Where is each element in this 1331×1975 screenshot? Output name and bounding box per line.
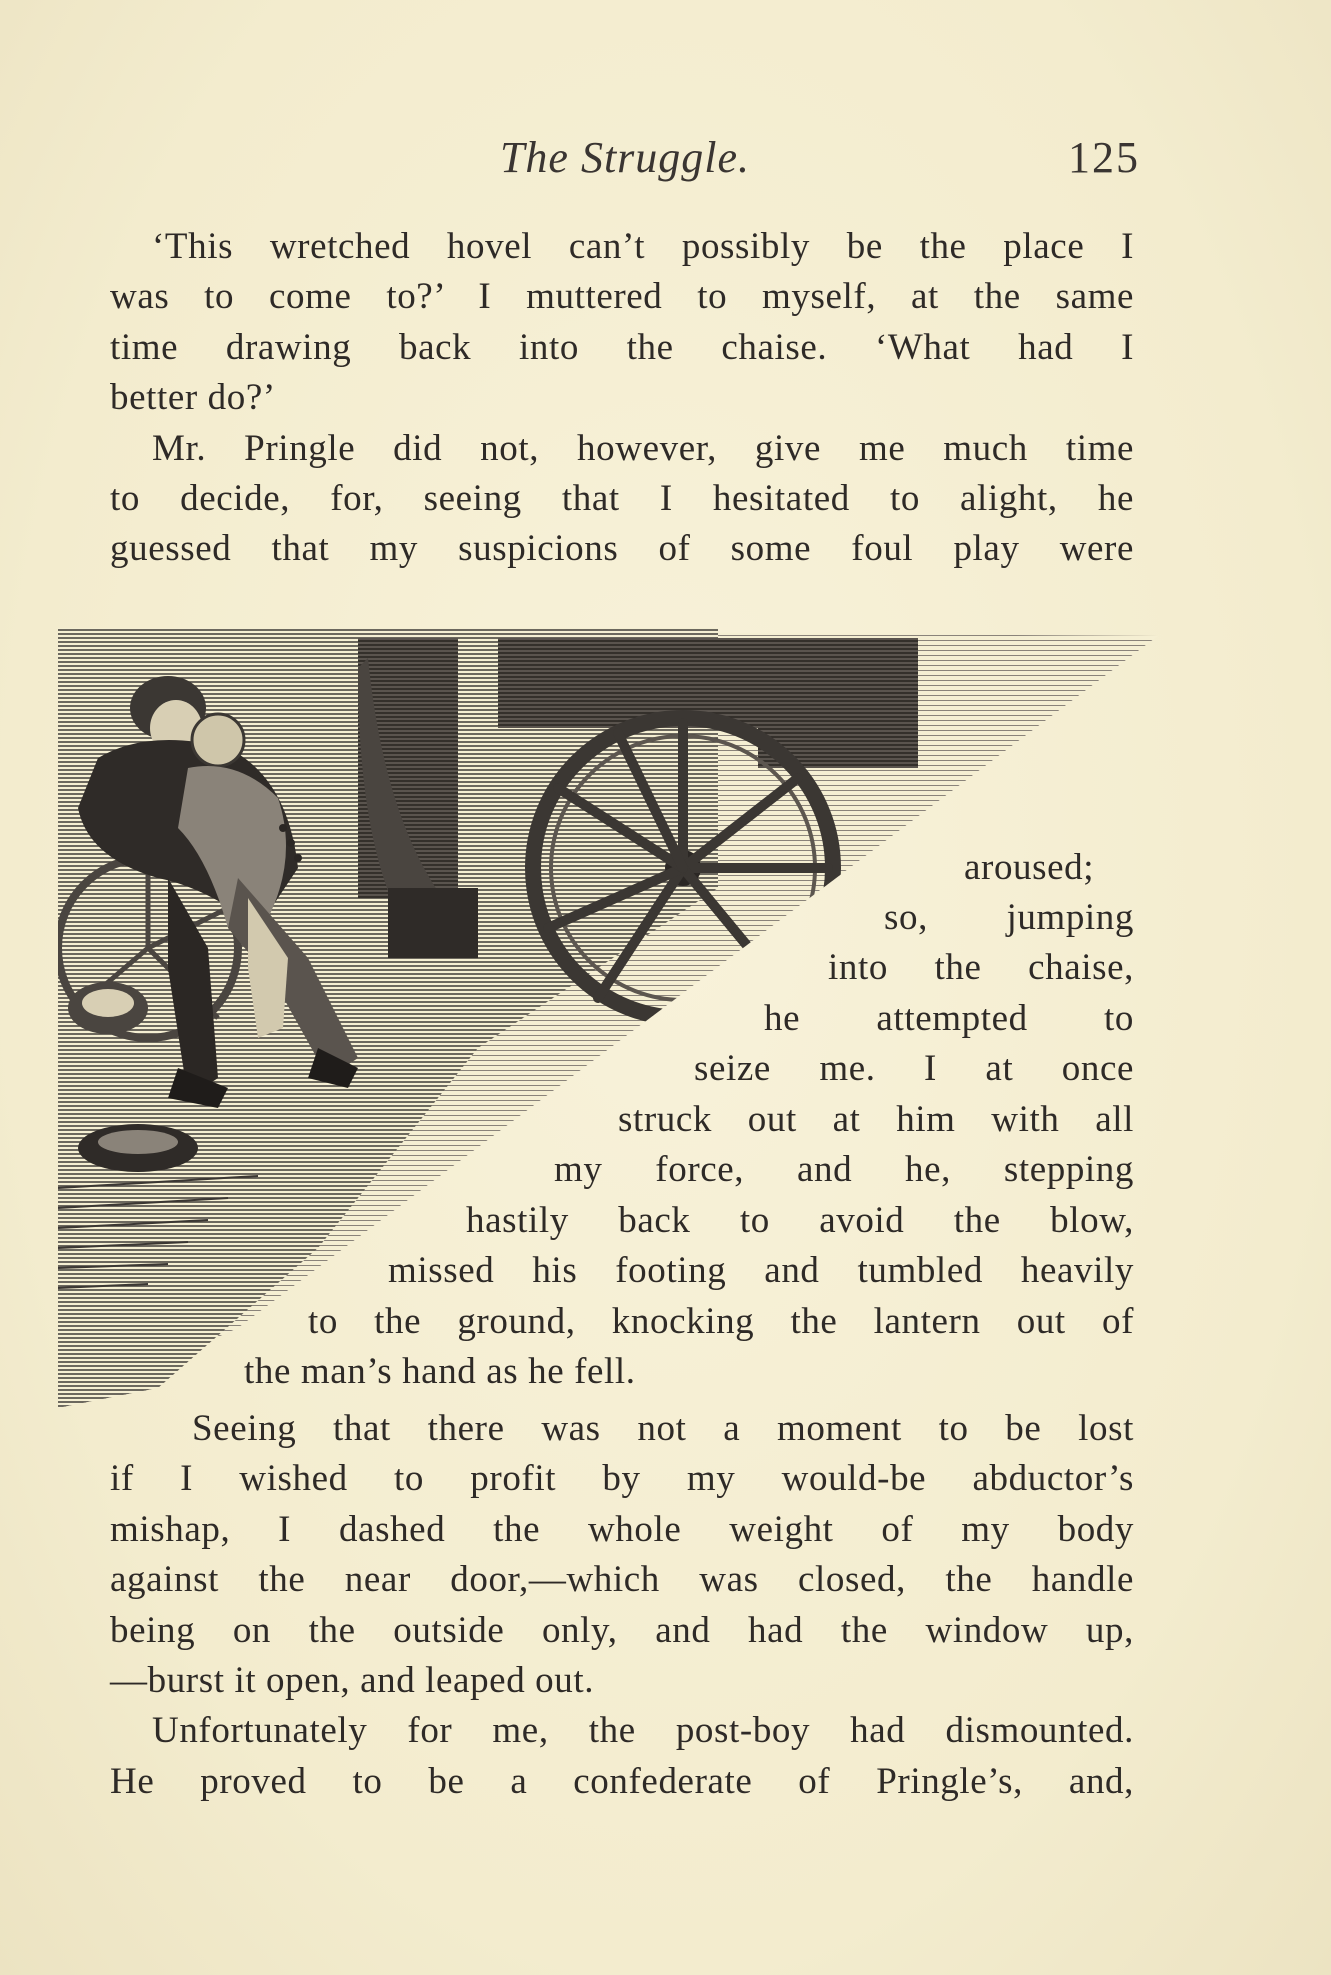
text-line: seize me. I at once xyxy=(694,1048,1134,1089)
text-line: struck out at him with all xyxy=(618,1099,1134,1140)
text-line: so, jumping xyxy=(884,897,1134,938)
text-line: He proved to be a confederate of Pringle’s, and, xyxy=(110,1760,1134,1802)
running-title: The Struggle. xyxy=(499,133,751,182)
running-head xyxy=(110,132,1140,192)
text-line: mishap, I dashed the whole weight of my body xyxy=(110,1508,1134,1550)
text-top xyxy=(110,222,1134,575)
text-line: my force, and he, stepping xyxy=(554,1149,1134,1190)
text-line: hastily back to avoid the blow, xyxy=(466,1200,1134,1241)
text-wrap-diagonal xyxy=(110,843,1134,1403)
text-line: he attempted to xyxy=(764,998,1134,1039)
text-line: if I wished to profit by my would-be abductor’s xyxy=(110,1458,1134,1500)
text-line: against the near door,—which was closed, the handle xyxy=(110,1559,1134,1601)
text-line: —burst it open, and leaped out. xyxy=(110,1659,595,1701)
text-line: the man’s hand as he fell. xyxy=(244,1351,636,1392)
text-line: Unfortunately for me, the post-boy had dismounted. xyxy=(152,1710,1134,1752)
text-line: Seeing that there was not a moment to be lost xyxy=(192,1408,1134,1449)
text-line: better do?’ xyxy=(110,377,276,419)
text-line: Mr. Pringle did not, however, give me much time xyxy=(152,427,1134,469)
text-line: aroused; xyxy=(964,847,1095,888)
text-bottom xyxy=(110,1404,1134,1807)
text-line: time drawing back into the chaise. ‘What had I xyxy=(110,326,1134,368)
text-line: into the chaise, xyxy=(828,947,1134,988)
text-line: to decide, for, seeing that I hesitated to alight, he xyxy=(110,477,1134,519)
text-line: ‘This wretched hovel can’t possibly be the place I xyxy=(152,226,1134,267)
text-line: was to come to?’ I muttered to myself, at the same xyxy=(110,276,1134,318)
text-line: to the ground, knocking the lantern out of xyxy=(308,1301,1134,1342)
page-number: 125 xyxy=(1068,133,1140,182)
text-line: missed his footing and tumbled heavily xyxy=(388,1250,1134,1291)
text-line: being on the outside only, and had the window up, xyxy=(110,1609,1134,1651)
text-line: guessed that my suspicions of some foul play were xyxy=(110,528,1134,570)
